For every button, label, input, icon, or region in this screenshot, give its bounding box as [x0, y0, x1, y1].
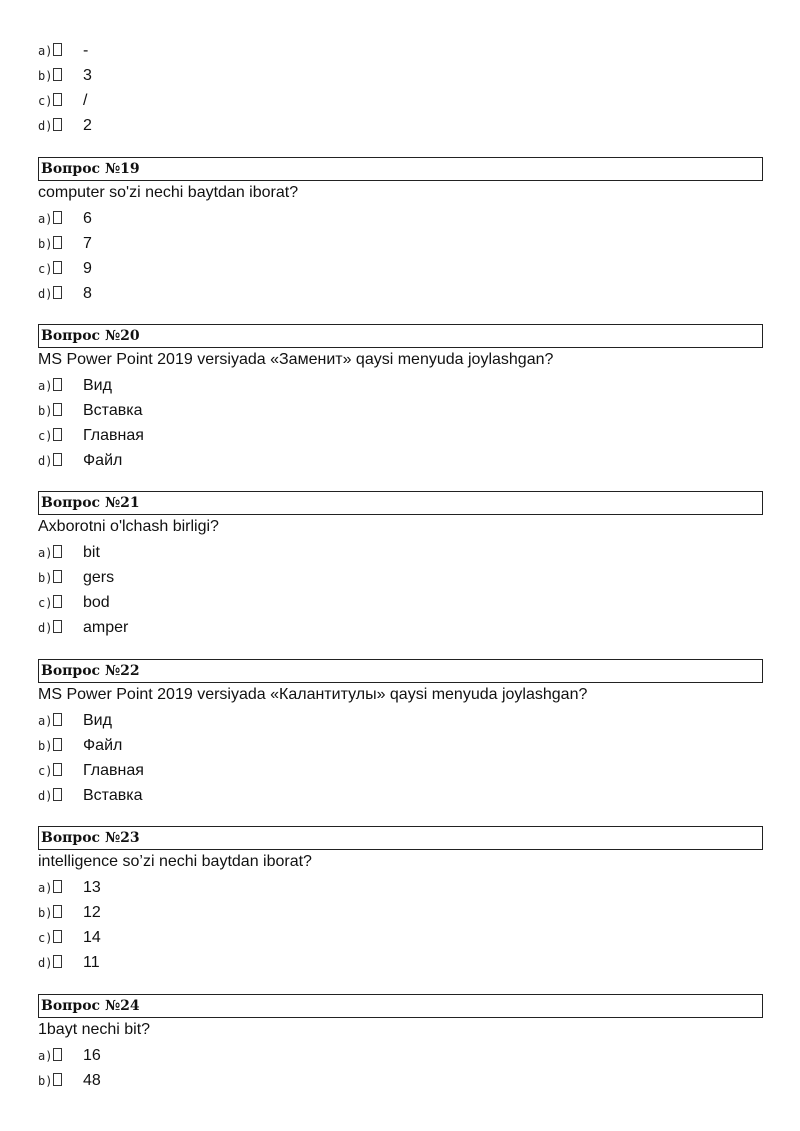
option[interactable]	[38, 63, 92, 88]
checkbox-icon[interactable]	[53, 880, 62, 893]
checkbox-icon[interactable]	[53, 763, 62, 776]
option[interactable]	[38, 733, 144, 758]
option-text: 9	[83, 259, 92, 277]
option-text: Вставка	[83, 786, 143, 804]
option-text: 8	[83, 284, 92, 302]
option-letter: c)	[38, 596, 53, 610]
checkbox-icon[interactable]	[53, 738, 62, 751]
question-text: Axborotni o'lchash birligi?	[38, 518, 219, 535]
option-text: Главная	[83, 761, 144, 779]
option-letter: b)	[38, 69, 53, 83]
option-text: 2	[83, 116, 92, 134]
question-text: computer so'zi nechi baytdan iborat?	[38, 184, 299, 201]
option-letter: c)	[38, 429, 53, 443]
option-letter: d)	[38, 287, 53, 301]
option-text: -	[83, 41, 89, 59]
checkbox-icon[interactable]	[53, 261, 62, 274]
option-text: 16	[83, 1046, 101, 1064]
option[interactable]	[38, 925, 101, 950]
checkbox-icon[interactable]	[53, 428, 62, 441]
option[interactable]	[38, 758, 144, 783]
option-letter: a)	[38, 44, 53, 58]
checkbox-icon[interactable]	[53, 620, 62, 633]
option-text: 13	[83, 878, 101, 896]
option[interactable]	[38, 231, 92, 256]
option-text: 3	[83, 66, 92, 84]
option[interactable]	[38, 373, 144, 398]
option-text: Главная	[83, 426, 144, 444]
checkbox-icon[interactable]	[53, 378, 62, 391]
option[interactable]	[38, 38, 92, 63]
option[interactable]	[38, 875, 101, 900]
question-text: 1bayt nechi bit?	[38, 1021, 151, 1038]
option-text: 11	[83, 953, 100, 971]
option[interactable]	[38, 281, 92, 306]
option[interactable]	[38, 708, 144, 733]
checkbox-icon[interactable]	[53, 236, 62, 249]
option-text: Вставка	[83, 401, 143, 419]
option-letter: d)	[38, 621, 53, 635]
checkbox-icon[interactable]	[53, 905, 62, 918]
question-header: Вопрос №20	[38, 324, 763, 348]
checkbox-icon[interactable]	[53, 403, 62, 416]
option[interactable]	[38, 590, 128, 615]
checkbox-icon[interactable]	[53, 118, 62, 131]
option[interactable]	[38, 900, 101, 925]
question-text: MS Power Point 2019 versiyada «Заменит» qaysi menyuda joylashgan?	[38, 351, 554, 368]
option-text: amper	[83, 618, 129, 636]
option-text: gers	[83, 568, 115, 586]
checkbox-icon[interactable]	[53, 713, 62, 726]
option-text: 12	[83, 903, 101, 921]
option[interactable]	[38, 1068, 101, 1093]
checkbox-icon[interactable]	[53, 286, 62, 299]
checkbox-icon[interactable]	[53, 211, 62, 224]
question-text: intelligence so’zi nechi baytdan iborat?	[38, 853, 312, 870]
option-letter: a)	[38, 546, 53, 560]
option[interactable]	[38, 950, 101, 975]
option-text: 48	[83, 1071, 101, 1089]
option-letter: a)	[38, 379, 53, 393]
question-header: Вопрос №21	[38, 491, 763, 515]
option-letter: b)	[38, 404, 53, 418]
option-letter: a)	[38, 714, 53, 728]
checkbox-icon[interactable]	[53, 1073, 62, 1086]
option[interactable]	[38, 565, 128, 590]
option-letter: d)	[38, 789, 53, 803]
question-header: Вопрос №23	[38, 826, 763, 850]
option[interactable]	[38, 88, 92, 113]
checkbox-icon[interactable]	[53, 930, 62, 943]
option-text: bod	[83, 593, 110, 611]
checkbox-icon[interactable]	[53, 545, 62, 558]
checkbox-icon[interactable]	[53, 595, 62, 608]
question-options	[38, 875, 101, 975]
question-options	[38, 206, 92, 306]
option[interactable]	[38, 423, 144, 448]
option-text: 14	[83, 928, 101, 946]
option-text: bit	[83, 543, 100, 561]
option-letter: c)	[38, 94, 53, 108]
option-letter: a)	[38, 212, 53, 226]
option-text: 6	[83, 209, 92, 227]
option-letter: b)	[38, 237, 53, 251]
option-text: Вид	[83, 376, 112, 394]
option-letter: d)	[38, 956, 53, 970]
option-letter: c)	[38, 931, 53, 945]
option-letter: d)	[38, 454, 53, 468]
option[interactable]	[38, 1043, 101, 1068]
checkbox-icon[interactable]	[53, 453, 62, 466]
option-text: 7	[83, 234, 92, 252]
question-text: MS Power Point 2019 versiyada «Калантитулы» qaysi menyuda joylashgan?	[38, 686, 588, 703]
option-text: Файл	[83, 736, 123, 754]
option-letter: b)	[38, 906, 53, 920]
checkbox-icon[interactable]	[53, 570, 62, 583]
question-options	[38, 373, 144, 473]
checkbox-icon[interactable]	[53, 1048, 62, 1061]
option-text: Вид	[83, 711, 112, 729]
option-letter: c)	[38, 262, 53, 276]
option[interactable]	[38, 256, 92, 281]
checkbox-icon[interactable]	[53, 788, 62, 801]
option-letter: b)	[38, 739, 53, 753]
checkbox-icon[interactable]	[53, 43, 62, 56]
top-options	[38, 38, 92, 138]
question-header: Вопрос №22	[38, 659, 763, 683]
option-letter: c)	[38, 764, 53, 778]
option[interactable]	[38, 448, 144, 473]
question-options	[38, 540, 128, 640]
option-letter: d)	[38, 119, 53, 133]
question-header: Вопрос №24	[38, 994, 763, 1018]
checkbox-icon[interactable]	[53, 68, 62, 81]
option[interactable]	[38, 113, 92, 138]
option-letter: a)	[38, 881, 53, 895]
question-options	[38, 1043, 101, 1093]
checkbox-icon[interactable]	[53, 93, 62, 106]
option-letter: b)	[38, 571, 53, 585]
option-letter: b)	[38, 1074, 53, 1088]
option-text: Файл	[83, 451, 123, 469]
question-options	[38, 708, 144, 808]
option-letter: a)	[38, 1049, 53, 1063]
option[interactable]	[38, 206, 92, 231]
option[interactable]	[38, 783, 144, 808]
question-header: Вопрос №19	[38, 157, 763, 181]
checkbox-icon[interactable]	[53, 955, 62, 968]
option[interactable]	[38, 540, 128, 565]
option-text: /	[83, 91, 88, 109]
option[interactable]	[38, 615, 128, 640]
option[interactable]	[38, 398, 144, 423]
